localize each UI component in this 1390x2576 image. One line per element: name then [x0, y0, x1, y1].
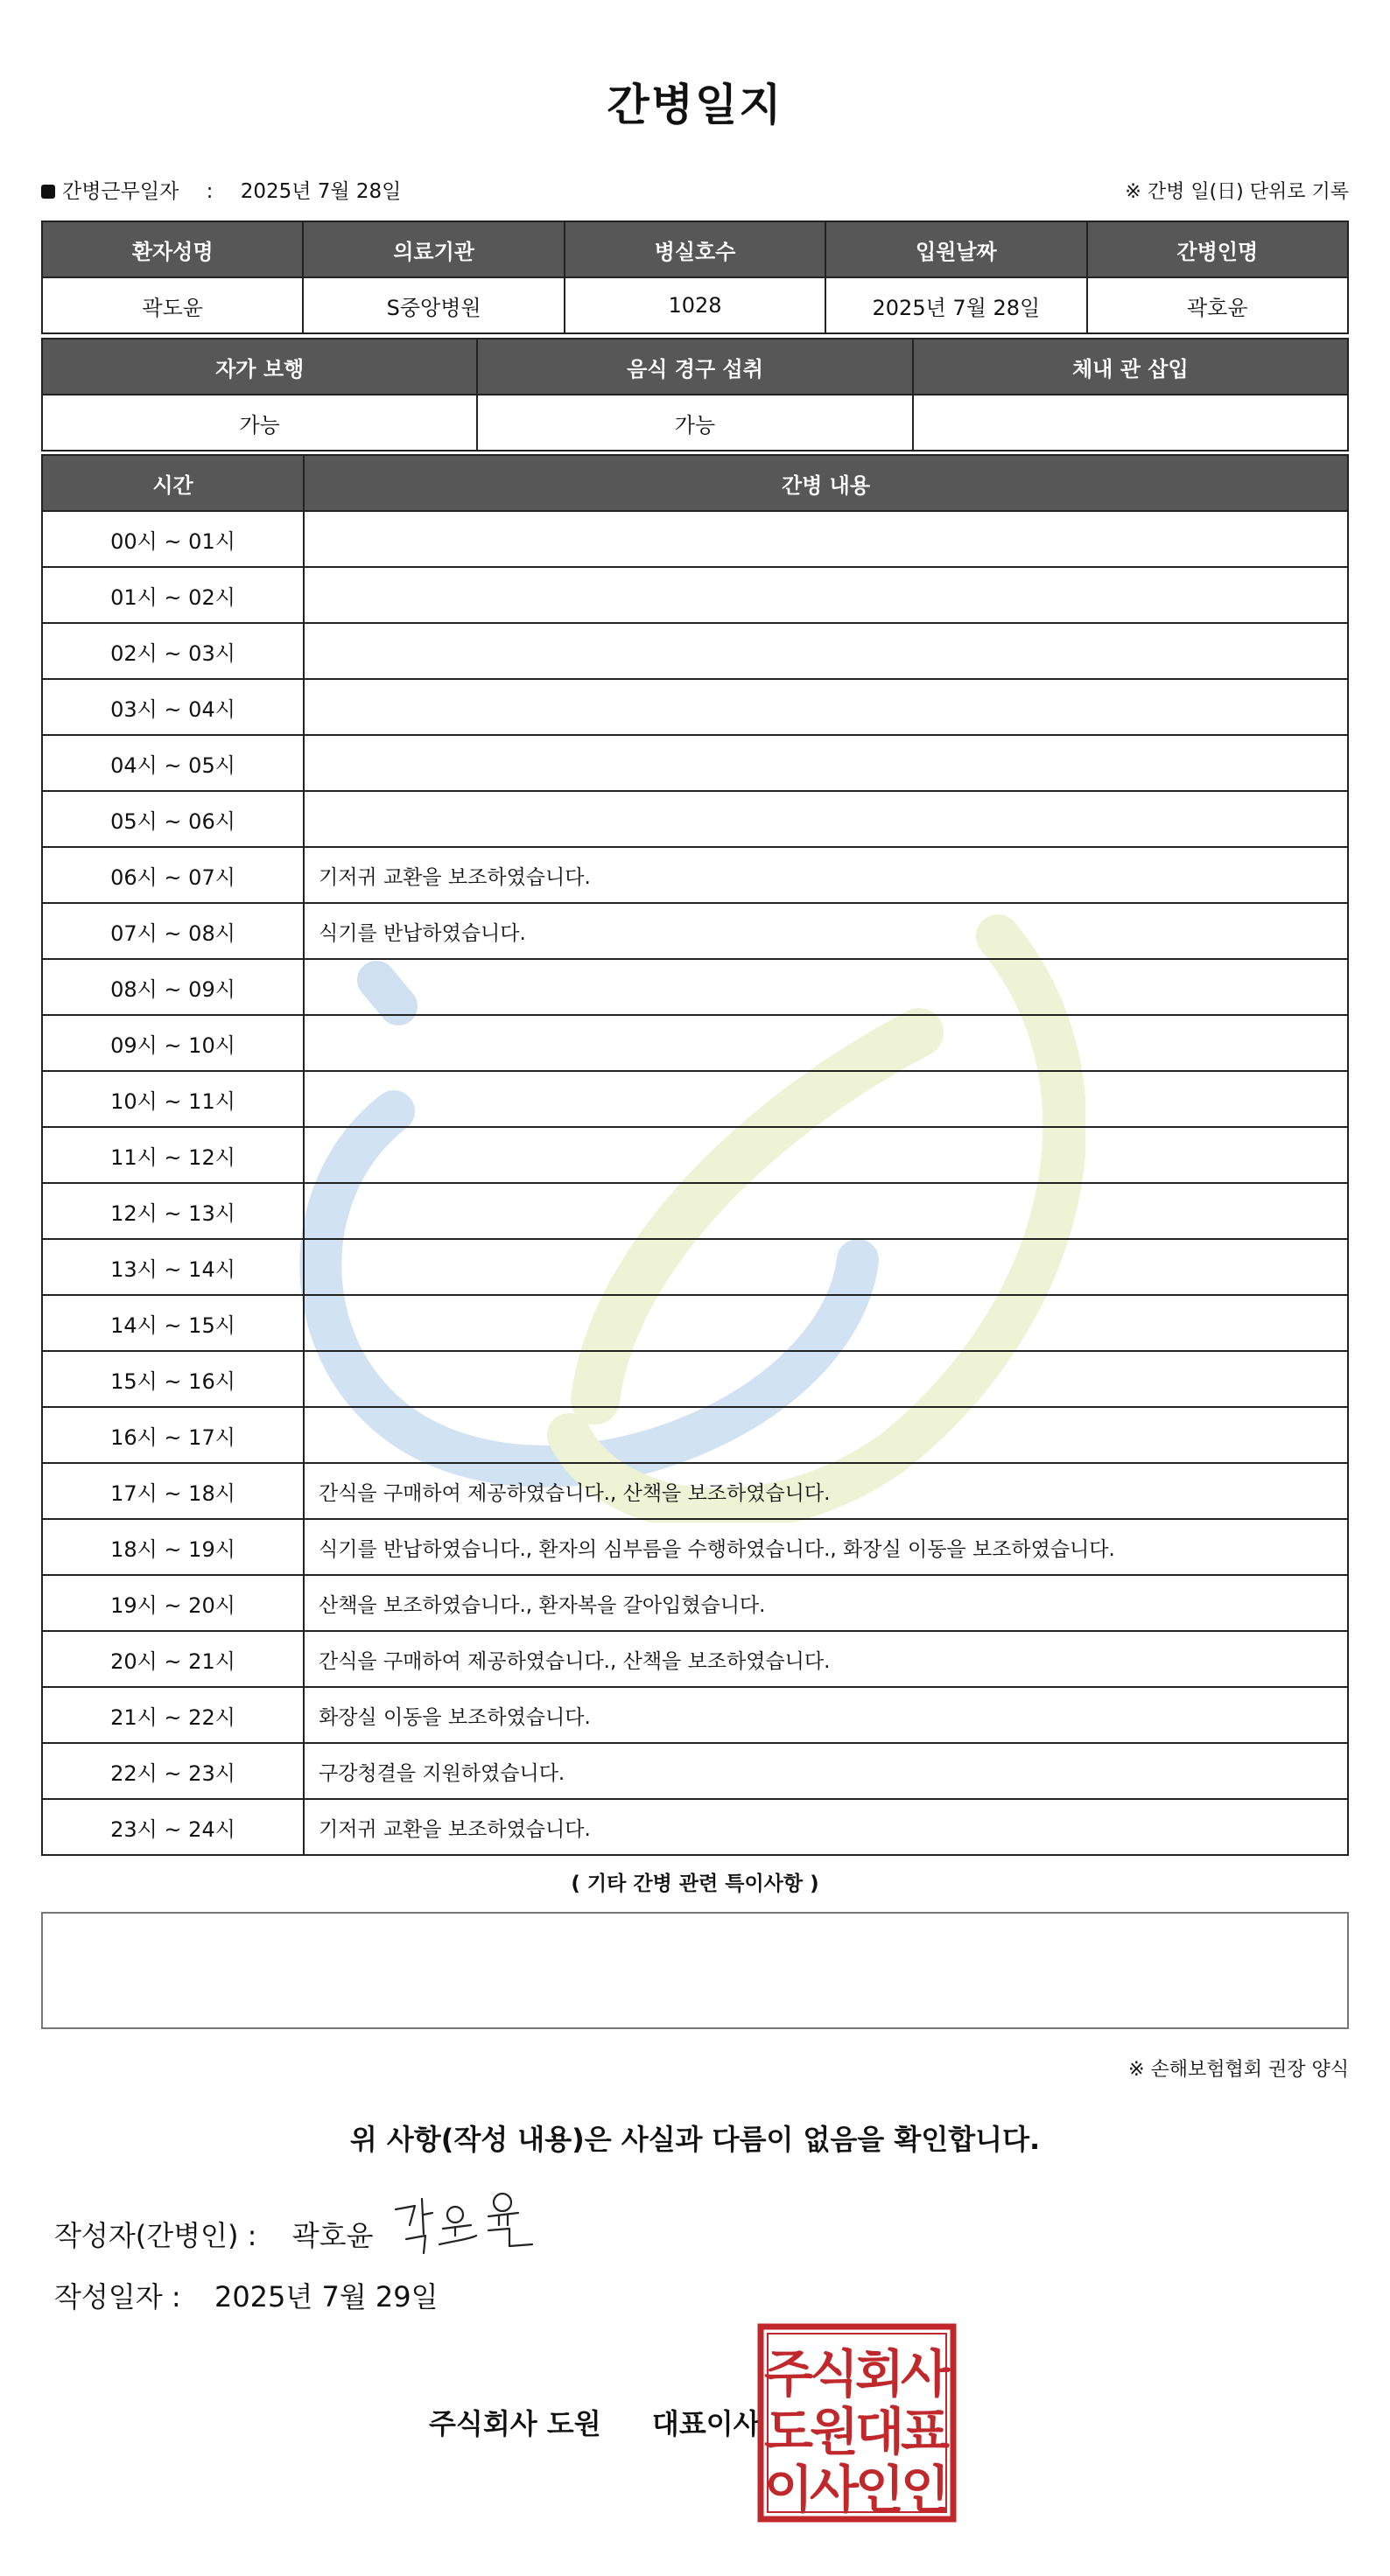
log-content: 식기를 반납하였습니다., 환자의 심부름을 수행하였습니다., 화장실 이동을 보조하였습니다.: [304, 1519, 1348, 1575]
company-line: [429, 2402, 761, 2442]
header-care-content: 간병 내용: [304, 455, 1348, 511]
log-content: 기저귀 교환을 보조하였습니다.: [304, 847, 1348, 903]
seal-char: 사: [809, 2460, 860, 2519]
log-row: [42, 679, 1348, 735]
page-title: 간병일지: [607, 80, 783, 130]
self-walking: 가능: [42, 395, 477, 451]
log-time: 15시 ~ 16시: [42, 1351, 304, 1407]
log-content: [304, 567, 1348, 623]
log-content: [304, 623, 1348, 679]
log-row: [42, 1015, 1348, 1071]
log-content: 산책을 보조하였습니다., 환자복을 갈아입혔습니다.: [304, 1575, 1348, 1631]
log-content: 기저귀 교환을 보조하였습니다.: [304, 1799, 1348, 1855]
log-content: [304, 1183, 1348, 1239]
hospital: S중앙병원: [303, 277, 564, 333]
log-time: 01시 ~ 02시: [42, 567, 304, 623]
log-row: [42, 791, 1348, 847]
date-value: 2025년 7월 29일: [214, 2280, 439, 2314]
log-time: 23시 ~ 24시: [42, 1799, 304, 1855]
log-row: [42, 1631, 1348, 1687]
log-row: [42, 1239, 1348, 1295]
log-row: [42, 1575, 1348, 1631]
log-row: [42, 903, 1348, 959]
log-time: 14시 ~ 15시: [42, 1295, 304, 1351]
log-content: [304, 1351, 1348, 1407]
representative-label: 대표이사: [651, 2407, 761, 2440]
log-row: [42, 1183, 1348, 1239]
author-name: 곽호윤: [291, 2219, 374, 2252]
log-row: [42, 1519, 1348, 1575]
seal-char: 회: [854, 2344, 905, 2404]
admission-date: 2025년 7월 28일: [825, 277, 1086, 333]
date-label: 작성일자 :: [54, 2280, 181, 2314]
log-time: 03시 ~ 04시: [42, 679, 304, 735]
log-time: 22시 ~ 23시: [42, 1743, 304, 1799]
log-row: [42, 1127, 1348, 1183]
log-content: 식기를 반납하였습니다.: [304, 903, 1348, 959]
seal-char: 주: [763, 2344, 814, 2404]
log-content: [304, 959, 1348, 1015]
log-row: [42, 1687, 1348, 1743]
log-content: [304, 1071, 1348, 1127]
log-time: 06시 ~ 07시: [42, 847, 304, 903]
header-hospital: 의료기관: [303, 221, 564, 277]
log-content: 화장실 이동을 보조하였습니다.: [304, 1687, 1348, 1743]
log-time: 08시 ~ 09시: [42, 959, 304, 1015]
log-time: 05시 ~ 06시: [42, 791, 304, 847]
log-content: [304, 1407, 1348, 1463]
log-time: 02시 ~ 03시: [42, 623, 304, 679]
header-caregiver-name: 간병인명: [1087, 221, 1348, 277]
form-note: ※ 손해보험협회 권장 양식: [1128, 2059, 1349, 2081]
log-content: 구강청결을 지원하였습니다.: [304, 1743, 1348, 1799]
remarks-box: [41, 1912, 1349, 2029]
oral-intake: 가능: [477, 395, 912, 451]
log-time: 10시 ~ 11시: [42, 1071, 304, 1127]
log-content: 간식을 구매하여 제공하였습니다., 산책을 보조하였습니다.: [304, 1463, 1348, 1519]
patient-name: 곽도윤: [42, 277, 303, 333]
log-time: 17시 ~ 18시: [42, 1463, 304, 1519]
log-content: [304, 791, 1348, 847]
log-row: [42, 959, 1348, 1015]
log-time: 00시 ~ 01시: [42, 511, 304, 567]
log-row: [42, 623, 1348, 679]
header-admission-date: 입원날짜: [825, 221, 1086, 277]
log-row: [42, 1407, 1348, 1463]
patient-info-table: [41, 220, 1349, 334]
work-date-value: 2025년 7월 28일: [240, 180, 402, 203]
log-row: [42, 1295, 1348, 1351]
log-time: 07시 ~ 08시: [42, 903, 304, 959]
seal-char: 원: [809, 2402, 860, 2461]
seal-char: 이: [763, 2460, 814, 2519]
patient-status-table: [41, 338, 1349, 452]
tube-insertion: [913, 395, 1348, 451]
seal-char: 인: [900, 2460, 951, 2519]
bullet-square-icon: [41, 185, 55, 199]
header-oral-intake: 음식 경구 섭취: [477, 339, 912, 395]
log-content: [304, 679, 1348, 735]
remarks-label: ( 기타 간병 관련 특이사항 ): [571, 1872, 819, 1895]
log-row: [42, 1071, 1348, 1127]
log-time: 11시 ~ 12시: [42, 1127, 304, 1183]
log-content: [304, 1239, 1348, 1295]
log-time: 13시 ~ 14시: [42, 1239, 304, 1295]
log-time: 04시 ~ 05시: [42, 735, 304, 791]
author-label: 작성자(간병인) :: [54, 2219, 257, 2252]
log-time: 09시 ~ 10시: [42, 1015, 304, 1071]
record-note: ※ 간병 일(日) 단위로 기록: [1125, 181, 1349, 203]
care-log-table: [41, 454, 1349, 1856]
log-row: [42, 1463, 1348, 1519]
log-time: 12시 ~ 13시: [42, 1183, 304, 1239]
seal-char: 식: [809, 2344, 860, 2404]
log-time: 19시 ~ 20시: [42, 1575, 304, 1631]
log-row: [42, 735, 1348, 791]
company-name: 주식회사 도원: [429, 2407, 601, 2440]
log-row: [42, 567, 1348, 623]
log-content: [304, 1127, 1348, 1183]
header-tube-insertion: 체내 관 삽입: [913, 339, 1348, 395]
header-self-walking: 자가 보행: [42, 339, 477, 395]
log-time: 16시 ~ 17시: [42, 1407, 304, 1463]
log-time: 20시 ~ 21시: [42, 1631, 304, 1687]
company-seal: [757, 2323, 957, 2523]
log-content: [304, 1015, 1348, 1071]
seal-char: 사: [900, 2344, 951, 2404]
confirmation-statement: 위 사항(작성 내용)은 사실과 다름이 없음을 확인합니다.: [349, 2123, 1041, 2156]
seal-char: 대: [854, 2402, 905, 2461]
seal-char: 도: [763, 2402, 814, 2461]
header-time: 시간: [42, 455, 304, 511]
seal-char: 인: [854, 2460, 905, 2519]
log-content: 간식을 구매하여 제공하였습니다., 산책을 보조하였습니다.: [304, 1631, 1348, 1687]
log-row: [42, 1799, 1348, 1855]
handwritten-signature: [385, 2183, 543, 2262]
room-number: 1028: [565, 277, 825, 333]
work-date: [41, 175, 401, 204]
work-date-sep: :: [206, 180, 214, 203]
log-time: 18시 ~ 19시: [42, 1519, 304, 1575]
work-date-label: 간병근무일자: [62, 180, 179, 203]
log-content: [304, 735, 1348, 791]
log-row: [42, 1351, 1348, 1407]
log-row: [42, 511, 1348, 567]
date-line: [54, 2275, 439, 2315]
log-row: [42, 1743, 1348, 1799]
log-time: 21시 ~ 22시: [42, 1687, 304, 1743]
log-content: [304, 1295, 1348, 1351]
header-patient-name: 환자성명: [42, 221, 303, 277]
caregiver-name: 곽호윤: [1087, 277, 1348, 333]
seal-char: 표: [900, 2402, 951, 2461]
log-row: [42, 847, 1348, 903]
author-line: [54, 2214, 374, 2254]
log-content: [304, 511, 1348, 567]
header-room-number: 병실호수: [565, 221, 825, 277]
